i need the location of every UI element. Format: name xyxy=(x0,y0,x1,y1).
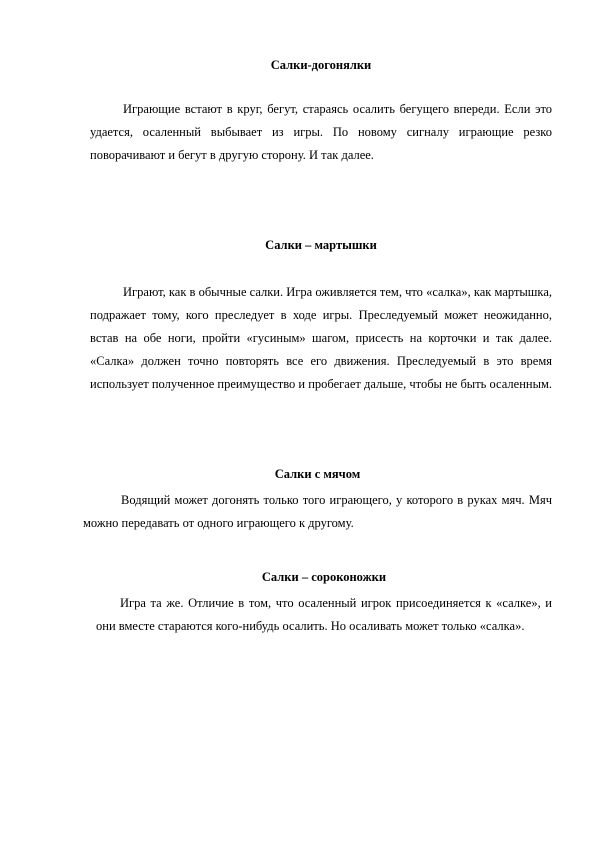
section-salki-s-myachom xyxy=(83,467,552,535)
section-title: Салки с мячом xyxy=(274,467,361,481)
section-text: Водящий может догонять только того играющего, у которого в руках мяч. Мяч можно передавать от одного играющего к другому. xyxy=(83,493,552,530)
section-salki-martyshki xyxy=(90,238,552,396)
section-title: Салки – мартышки xyxy=(265,238,377,252)
section-text: Играющие встают в круг, бегут, стараясь осалить бегущего впереди. Если это удается, осаленный выбывает из игры. По новому сигналу играющие резко поворачивают и бегут в другую сторону. И так далее. xyxy=(90,102,552,162)
section-salki-dogonyalki xyxy=(90,58,552,167)
section-salki-sorokonozhki xyxy=(96,570,552,638)
section-text: Играют, как в обычные салки. Игра оживляется тем, что «салка», как мартышка, подражает тому, кого преследует в ходе игры. Преследуемый может неожиданно, встав на обе ноги, пройти «гусиным» шагом, присесть на корточки и так далее. «Салка» должен точно повторять все его движения. Преследуемый в это время использует полученное преимущество и пробегает дальше, чтобы не быть осаленным. xyxy=(90,285,553,391)
section-title: Салки – сороконожки xyxy=(261,570,387,584)
section-title: Салки-догонялки xyxy=(270,58,372,72)
section-text: Игра та же. Отличие в том, что осаленный игрок присоединяется к «салке», и они вместе стараются кого-нибудь осалить. Но осаливать может только «салка». xyxy=(96,596,552,633)
